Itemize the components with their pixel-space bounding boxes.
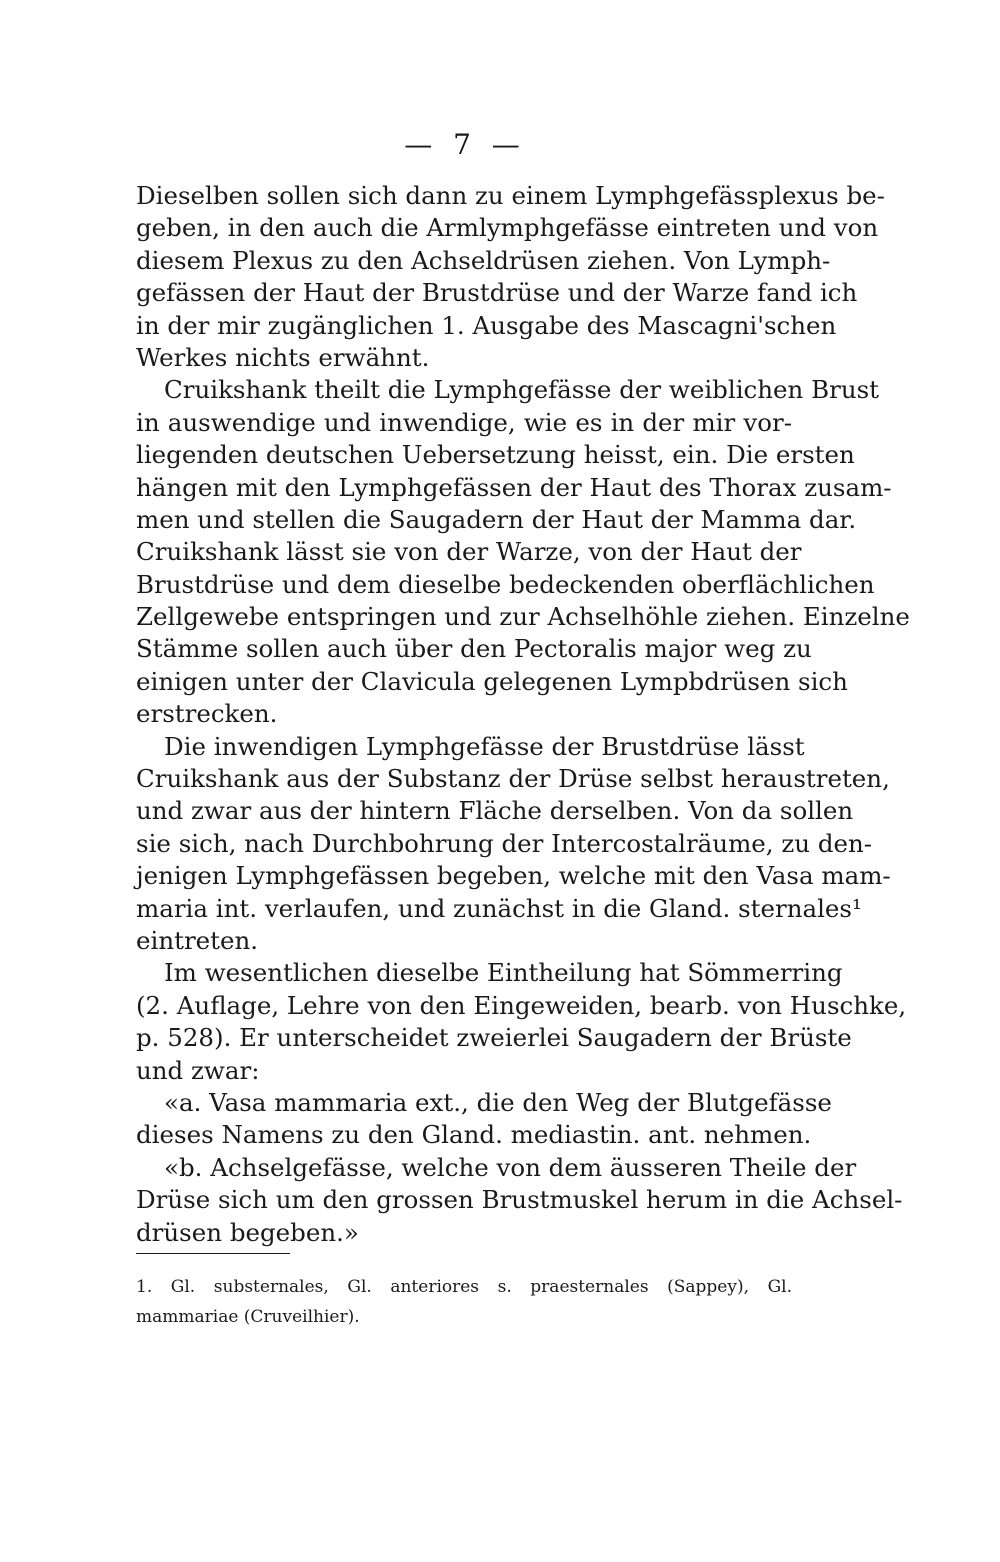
text-line: Dieselben sollen sich dann zu einem Lymphgefässplexus be-	[136, 181, 885, 210]
text-line: in der mir zugänglichen 1. Ausgabe des Mascagni'schen	[136, 310, 837, 340]
text-line: Im wesentlichen dieselbe Eintheilung hat Sömmerring	[164, 958, 843, 988]
body-text	[136, 180, 910, 1249]
text-line: geben, in den auch die Armlymphgefässe eintreten und von	[136, 213, 879, 243]
text-line: und zwar aus der hintern Fläche derselben. Von da sollen	[136, 796, 854, 826]
text-line: erstrecken.	[136, 699, 278, 729]
text-line: Cruikshank aus der Substanz der Drüse selbst heraustreten,	[136, 764, 890, 794]
text-line: men und stellen die Saugadern der Haut der Mamma dar.	[136, 504, 857, 534]
text-line: maria int. verlaufen, und zunächst in die Gland. sternales¹	[136, 893, 862, 923]
text-line: Cruikshank lässt sie von der Warze, von der Haut der	[136, 537, 802, 567]
text-line: Brustdrüse und dem dieselbe bedeckenden oberflächlichen	[136, 569, 875, 599]
text-line: in auswendige und inwendige, wie es in der mir vor-	[136, 407, 792, 437]
text-line: «b. Achselgefässe, welche von dem äusseren Theile der	[164, 1152, 857, 1182]
text-line: liegenden deutschen Uebersetzung heisst, ein. Die ersten	[136, 440, 855, 470]
text-line: jenigen Lymphgefässen begeben, welche mit den Vasa mam-	[136, 861, 891, 891]
text-line: (2. Auflage, Lehre von den Eingeweiden, bearb. von Huschke,	[136, 990, 907, 1020]
footnote-line: 1. Gl. substernales, Gl. anteriores s. praesternales (Sappey), Gl.	[136, 1277, 792, 1297]
text-line: «a. Vasa mammaria ext., die den Weg der Blutgefässe	[164, 1087, 832, 1117]
text-line: einigen unter der Clavicula gelegenen Lympbdrüsen sich	[136, 666, 848, 696]
text-line: drüsen begeben.»	[136, 1217, 359, 1247]
text-line: diesem Plexus zu den Achseldrüsen ziehen. Von Lymph-	[136, 245, 831, 275]
text-line: sie sich, nach Durchbohrung der Intercostalräume, zu den-	[136, 828, 873, 858]
text-line: Drüse sich um den grossen Brustmuskel herum in die Achsel-	[136, 1185, 903, 1215]
footnote-divider	[136, 1253, 290, 1254]
text-line: Die inwendigen Lymphgefässe der Brustdrüse lässt	[164, 731, 805, 761]
text-line: Stämme sollen auch über den Pectoralis major weg zu	[136, 634, 812, 664]
footnotes	[136, 1272, 792, 1332]
text-line: hängen mit den Lymphgefässen der Haut des Thorax zusam-	[136, 472, 892, 502]
text-line: Werkes nichts erwähnt.	[136, 342, 430, 372]
text-line: eintreten.	[136, 925, 259, 955]
text-line: dieses Namens zu den Gland. mediastin. ant. nehmen.	[136, 1120, 812, 1150]
page-number: — 7 —	[404, 128, 526, 161]
text-line: p. 528). Er unterscheidet zweierlei Saugadern der Brüste	[136, 1023, 852, 1053]
text-line: gefässen der Haut der Brustdrüse und der Warze fand ich	[136, 278, 858, 308]
text-line: Zellgewebe entspringen und zur Achselhöhle ziehen. Einzelne	[136, 602, 910, 632]
footnote-line: mammariae (Cruveilhier).	[136, 1307, 360, 1327]
text-line: und zwar:	[136, 1055, 260, 1085]
text-line: Cruikshank theilt die Lymphgefässe der weiblichen Brust	[164, 375, 880, 405]
